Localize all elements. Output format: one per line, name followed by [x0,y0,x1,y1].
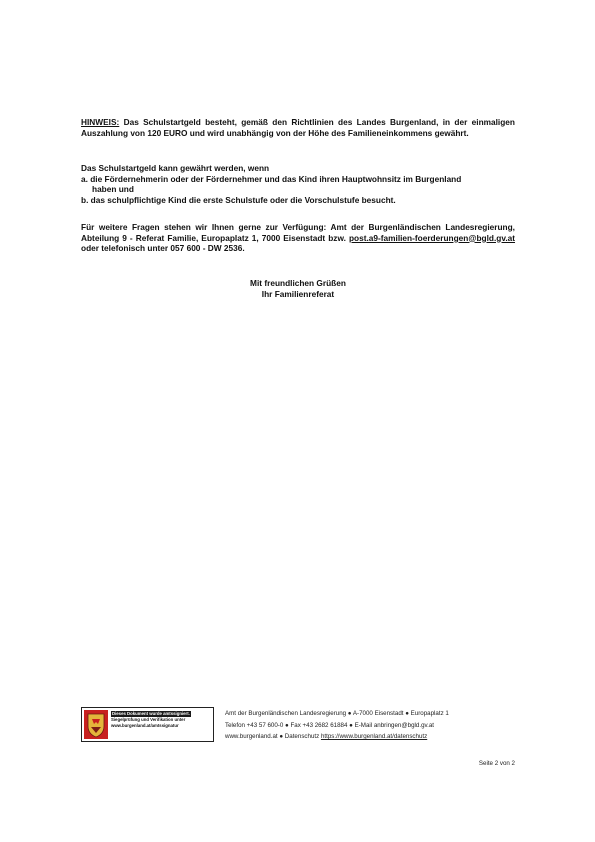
footer-line3-prefix: www.burgenland.at ● Datenschutz [225,733,320,740]
condition-b: b. das schulpflichtige Kind die erste Schulstufe oder die Vorschulstufe besucht. [81,194,396,205]
closing-greeting: Mit freundlichen Grüßen [250,278,346,288]
notice-label: HINWEIS: [81,117,120,127]
footer-address [225,708,449,743]
contact-text-after: oder telefonisch unter 057 600 - DW 2536. [81,243,245,254]
seal-line3: www.burgenland.at/amtssignatur [111,723,179,728]
coat-of-arms-icon [84,710,108,739]
condition-a [81,174,515,195]
seal-line2: Siegelprüfung und Verifikation unter [111,717,186,722]
privacy-link[interactable]: https://www.burgenland.at/datenschutz [320,733,428,740]
contact-text: Für weitere Fragen stehen wir Ihnen gerne zur Verfügung: Amt der Burgenländischen Landesregierung, Abteilung 9 - Referat Familie, Europaplatz 1, 7000 Eisenstadt bzw. [81,222,515,243]
contact-paragraph [81,222,515,254]
footer-line3 [225,731,449,743]
condition-a-line2: haben und [92,184,134,195]
closing-signature: Ihr Familienreferat [261,288,335,299]
notice-text: Das Schulstartgeld besteht, gemäß den Richtlinien des Landes Burgenland, in der einmaligen Auszahlung von 120 EURO und wird unabhängig von der Höhe des Familieneinkommens gewährt. [81,117,515,138]
footer-line2: Telefon +43 57 600-0 ● Fax +43 2682 61884 ● E-Mail anbringen@bgld.gv.at [225,721,435,729]
closing-block [81,278,515,299]
footer-line1: Amt der Burgenländischen Landesregierung ● A-7000 Eisenstadt ● Europaplatz 1 [225,710,449,717]
conditions-intro: Das Schulstartgeld kann gewährt werden, wenn [81,163,270,173]
contact-email-link[interactable]: post.a9-familien-foerderungen@bgld.gv.at [348,232,516,243]
conditions-block [81,163,515,205]
official-signature-seal [81,707,214,742]
seal-line1: Dieses Dokument wurde amtssigniert. [112,711,190,716]
seal-text [111,711,213,729]
notice-paragraph [81,117,515,138]
condition-a-line1: a. die Fördernehmerin oder der Fördernehmer und das Kind ihren Hauptwohnsitz im Burgenland [81,173,462,184]
page-number: Seite 2 von 2 [478,760,515,767]
